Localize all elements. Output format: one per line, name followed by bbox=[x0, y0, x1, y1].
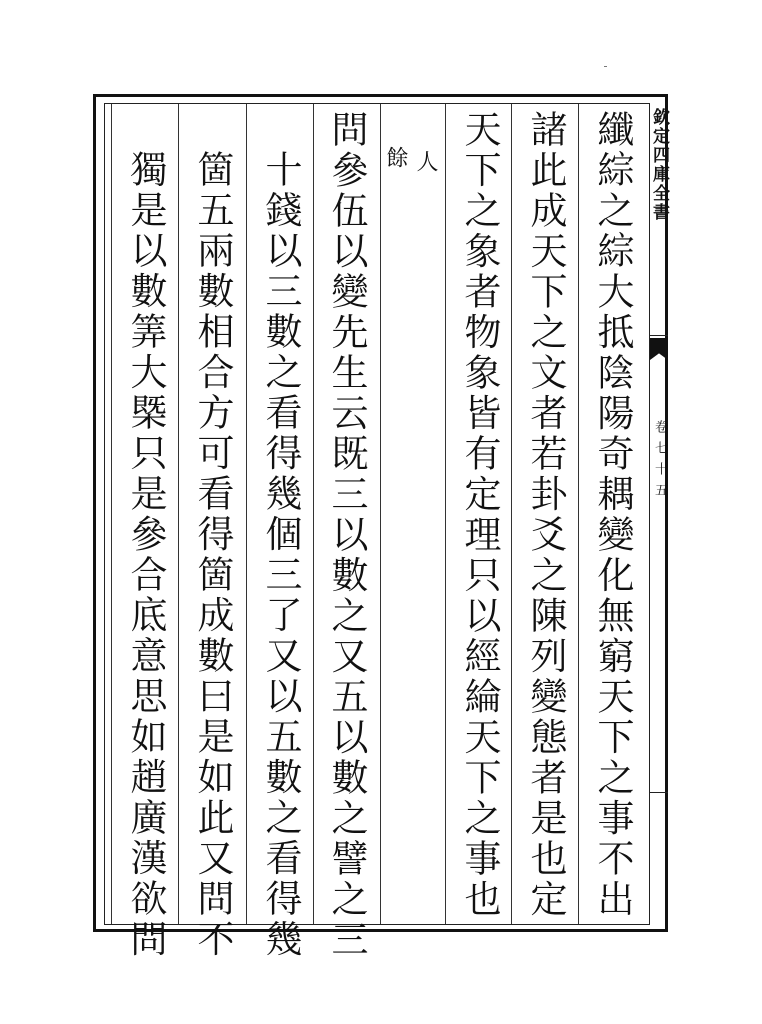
text-column-2: 諸此成天下之文者若卦爻之陳列變態者是也定 bbox=[524, 110, 567, 920]
book-title: 欽定四庫全書 bbox=[649, 108, 669, 222]
annotation-char: 人 bbox=[413, 150, 438, 178]
column-rule bbox=[111, 104, 112, 924]
text-column-8: 獨是以數筭大槩只是參合底意思如趙廣漢欲問 bbox=[124, 150, 167, 960]
text-column-6: 十錢以三數之看得幾個三了又以五數之看得幾 bbox=[259, 150, 302, 960]
margin-divider bbox=[650, 335, 668, 336]
column-rule bbox=[511, 104, 512, 924]
text-column-1: 纖綜之綜大抵陰陽奇耦變化無窮天下之事不出 bbox=[591, 110, 634, 920]
stray-mark bbox=[604, 66, 607, 67]
text-column-3: 天下之象者物象皆有定理只以經綸天下之事也 bbox=[458, 110, 501, 920]
column-rule bbox=[445, 104, 446, 924]
column-rule bbox=[380, 104, 381, 924]
text-column-5: 問參伍以變先生云既三以數之又五以數之譬之三 bbox=[325, 110, 368, 961]
volume-number: 卷七十五 bbox=[652, 420, 667, 504]
annotation-char: 餘 bbox=[383, 146, 408, 174]
margin-divider bbox=[650, 792, 668, 793]
text-column-7: 箇五兩數相合方可看得箇成數曰是如此又問不 bbox=[191, 150, 234, 960]
column-rule bbox=[313, 104, 314, 924]
column-rule bbox=[246, 104, 247, 924]
column-rule bbox=[178, 104, 179, 924]
column-rule bbox=[578, 104, 579, 924]
